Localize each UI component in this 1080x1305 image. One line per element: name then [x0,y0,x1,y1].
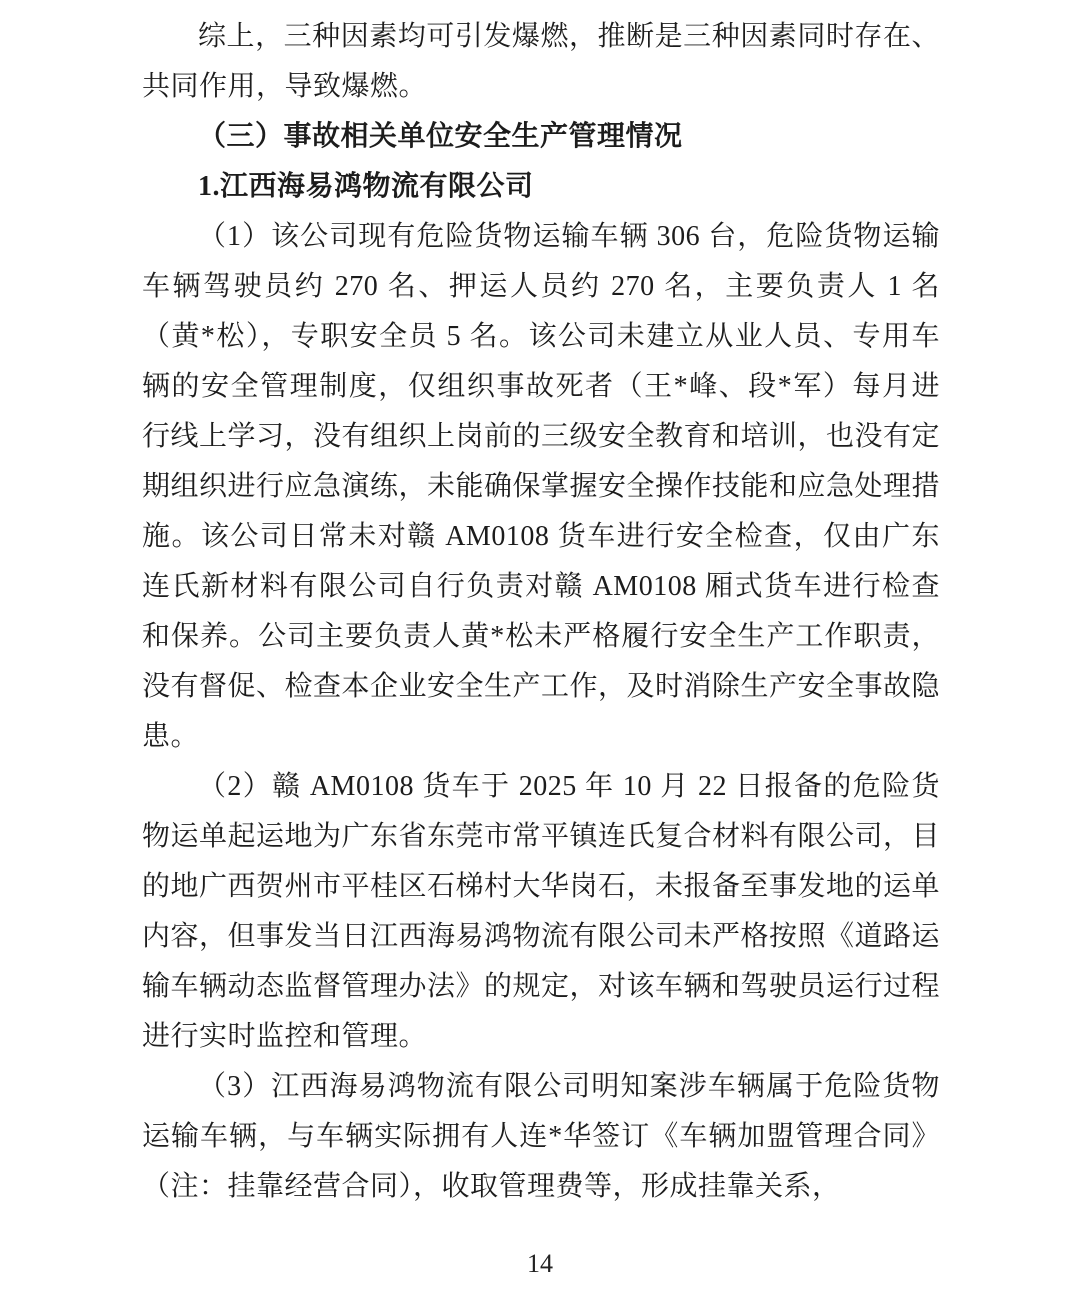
page-number: 14 [527,1249,553,1278]
paragraph-item-3: （3）江西海易鸿物流有限公司明知案涉车辆属于危险货物运输车辆，与车辆实际拥有人连*华签订《车辆加盟管理合同》（注：挂靠经营合同），收取管理费等，形成挂靠关系， [142,1071,940,1202]
section-heading: （三）事故相关单位安全生产管理情况 [198,121,683,152]
paragraph-item-2: （2）赣 AM0108 货车于 2025 年 10 月 22 日报备的危险货物运单起运地为广东省东莞市常平镇连氏复合材料有限公司，目的地广西贺州市平桂区石梯村大华岗石，未报备至事发地的运单内容，但事发当日江西海易鸿物流有限公司未严格按照《道路运输车辆动态监督管理办法》的规定，对该车辆和驾驶员运行过程进行实时监控和管理。 [142,771,941,1052]
document-body [142,12,940,1212]
paragraph-item-1: （1）该公司现有危险货物运输车辆 306 台，危险货物运输车辆驾驶员约 270 名、押运人员约 270 名，主要负责人 1 名（黄*松），专职安全员 5 名。该公司未建立从业人员、专用车辆的安全管理制度，仅组织事故死者（王*峰、段*军）每月进行线上学习，没有组织上岗前的三级安全教育和培训，也没有定期组织进行应急演练，未能确保掌握安全操作技能和应急处理措施。该公司日常未对赣 AM0108 货车进行安全检查，仅由广东连氏新材料有限公司自行负责对赣 AM0108 厢式货车进行检查和保养。公司主要负责人黄*松未严格履行安全生产工作职责，没有督促、检查本企业安全生产工作，及时消除生产安全事故隐患。 [142,221,941,752]
subsection-heading: 1.江西海易鸿物流有限公司 [198,171,534,202]
paragraph-conclusion: 综上，三种因素均可引发爆燃，推断是三种因素同时存在、共同作用，导致爆燃。 [142,21,940,102]
